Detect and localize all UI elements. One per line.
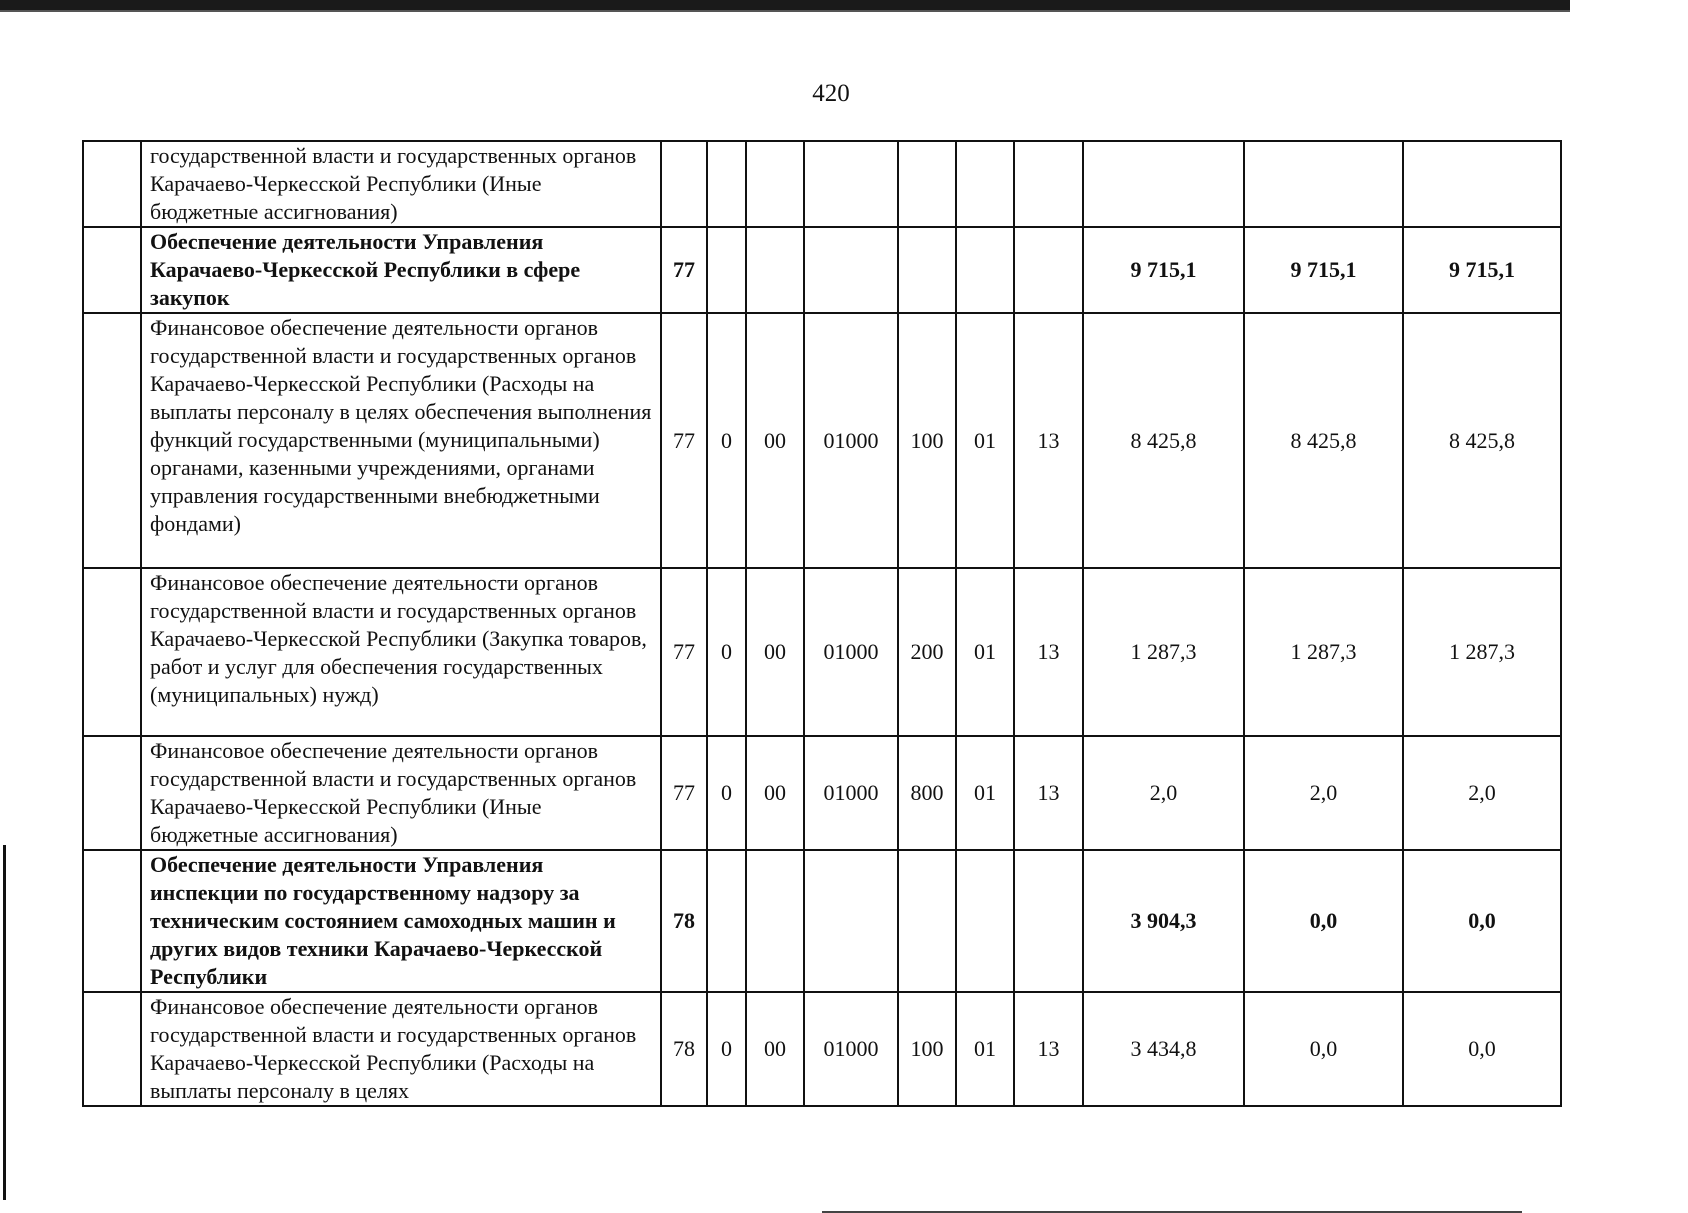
code-cell <box>898 141 956 227</box>
amount-cell: 0,0 <box>1244 850 1403 992</box>
amount-cell: 8 425,8 <box>1403 313 1561 568</box>
row-number-cell <box>83 992 141 1106</box>
amount-cell <box>1403 141 1561 227</box>
description-cell: Финансовое обеспечение деятельности органов государственной власти и государственных органов Карачаево-Черкесской Республики (Расходы на выплаты персоналу в целях <box>141 992 661 1106</box>
code-cell <box>746 227 804 313</box>
code-cell: 00 <box>746 736 804 850</box>
code-cell: 100 <box>898 992 956 1106</box>
budget-table <box>82 140 1562 1107</box>
scan-top-border <box>0 0 1570 10</box>
row-number-cell <box>83 141 141 227</box>
code-cell <box>956 850 1014 992</box>
code-cell <box>1014 227 1083 313</box>
amount-cell: 8 425,8 <box>1083 313 1244 568</box>
code-cell: 77 <box>661 227 707 313</box>
row-number-cell <box>83 850 141 992</box>
code-cell: 13 <box>1014 992 1083 1106</box>
amount-cell: 2,0 <box>1244 736 1403 850</box>
code-cell: 13 <box>1014 736 1083 850</box>
code-cell <box>707 850 746 992</box>
code-cell: 00 <box>746 313 804 568</box>
code-cell <box>956 227 1014 313</box>
code-cell <box>898 227 956 313</box>
code-cell: 77 <box>661 568 707 736</box>
amount-cell: 8 425,8 <box>1244 313 1403 568</box>
amount-cell: 1 287,3 <box>1244 568 1403 736</box>
code-cell <box>1014 850 1083 992</box>
amount-cell: 0,0 <box>1403 992 1561 1106</box>
code-cell <box>956 141 1014 227</box>
amount-cell: 1 287,3 <box>1403 568 1561 736</box>
code-cell: 00 <box>746 568 804 736</box>
code-cell: 77 <box>661 736 707 850</box>
amount-cell: 1 287,3 <box>1083 568 1244 736</box>
amount-cell <box>1244 141 1403 227</box>
code-cell <box>804 850 898 992</box>
code-cell: 0 <box>707 992 746 1106</box>
row-number-cell <box>83 227 141 313</box>
code-cell <box>804 227 898 313</box>
amount-cell: 9 715,1 <box>1403 227 1561 313</box>
table-row <box>83 568 1561 736</box>
code-cell <box>707 227 746 313</box>
table-row <box>83 141 1561 227</box>
description-cell: Обеспечение деятельности Управления инспекции по государственному надзору за техническим состоянием самоходных машин и других видов техники Карачаево-Черкесской Республики <box>141 850 661 992</box>
code-cell: 800 <box>898 736 956 850</box>
code-cell: 0 <box>707 736 746 850</box>
amount-cell: 3 434,8 <box>1083 992 1244 1106</box>
row-number-cell <box>83 313 141 568</box>
table-row <box>83 313 1561 568</box>
scan-top-border-thin <box>0 10 1570 12</box>
code-cell: 01000 <box>804 736 898 850</box>
code-cell: 01 <box>956 992 1014 1106</box>
code-cell <box>804 141 898 227</box>
amount-cell <box>1083 141 1244 227</box>
description-cell: Финансовое обеспечение деятельности органов государственной власти и государственных органов Карачаево-Черкесской Республики (Иные бюджетные ассигнования) <box>141 736 661 850</box>
code-cell: 01 <box>956 736 1014 850</box>
table-row <box>83 850 1561 992</box>
code-cell: 01 <box>956 313 1014 568</box>
table-row <box>83 227 1561 313</box>
code-cell: 13 <box>1014 313 1083 568</box>
row-number-cell <box>83 736 141 850</box>
amount-cell: 0,0 <box>1403 850 1561 992</box>
amount-cell: 2,0 <box>1083 736 1244 850</box>
description-cell: Финансовое обеспечение деятельности органов государственной власти и государственных органов Карачаево-Черкесской Республики (Закупка товаров, работ и услуг для обеспечения государственных (муниципальных) нужд) <box>141 568 661 736</box>
code-cell: 100 <box>898 313 956 568</box>
code-cell <box>707 141 746 227</box>
amount-cell: 2,0 <box>1403 736 1561 850</box>
table-row <box>83 736 1561 850</box>
amount-cell: 0,0 <box>1244 992 1403 1106</box>
code-cell: 78 <box>661 992 707 1106</box>
code-cell <box>1014 141 1083 227</box>
code-cell <box>746 141 804 227</box>
code-cell <box>661 141 707 227</box>
code-cell: 01000 <box>804 992 898 1106</box>
description-cell: Финансовое обеспечение деятельности органов государственной власти и государственных органов Карачаево-Черкесской Республики (Расходы на выплаты персоналу в целях обеспечения выполнения функций государственными (муниципальными) органами, казенными учреждениями, органами управления государственными внебюджетными фондами) <box>141 313 661 568</box>
code-cell: 00 <box>746 992 804 1106</box>
code-cell <box>746 850 804 992</box>
code-cell: 78 <box>661 850 707 992</box>
page-number: 420 <box>812 80 850 107</box>
code-cell: 77 <box>661 313 707 568</box>
amount-cell: 9 715,1 <box>1244 227 1403 313</box>
code-cell: 01000 <box>804 313 898 568</box>
code-cell: 0 <box>707 568 746 736</box>
code-cell: 0 <box>707 313 746 568</box>
amount-cell: 9 715,1 <box>1083 227 1244 313</box>
code-cell: 01 <box>956 568 1014 736</box>
description-cell: Обеспечение деятельности Управления Карачаево-Черкесской Республики в сфере закупок <box>141 227 661 313</box>
code-cell: 01000 <box>804 568 898 736</box>
table-row <box>83 992 1561 1106</box>
description-cell: государственной власти и государственных органов Карачаево-Черкесской Республики (Иные бюджетные ассигнования) <box>141 141 661 227</box>
code-cell: 200 <box>898 568 956 736</box>
code-cell <box>898 850 956 992</box>
scan-left-edge-mark <box>3 845 6 1200</box>
amount-cell: 3 904,3 <box>1083 850 1244 992</box>
code-cell: 13 <box>1014 568 1083 736</box>
row-number-cell <box>83 568 141 736</box>
